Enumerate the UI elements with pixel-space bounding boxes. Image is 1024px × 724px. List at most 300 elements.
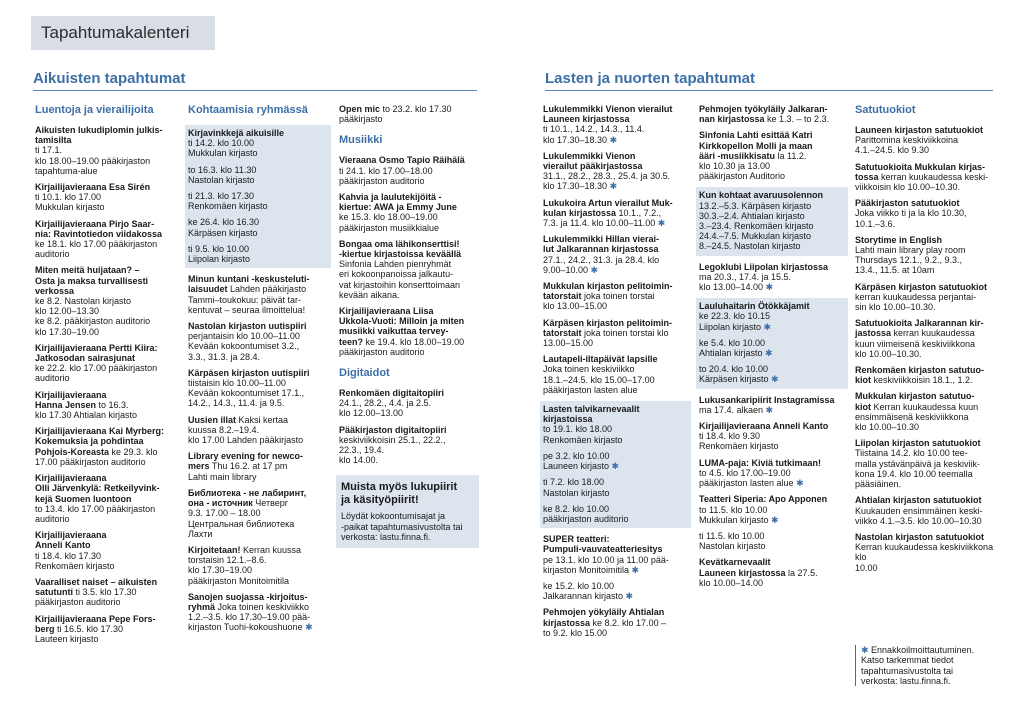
section-divider-kids <box>545 90 993 91</box>
event-line: eri kokoonpanoissa jalkautu- <box>339 269 454 280</box>
event-line: kuussa 8.2.–19.4. <box>188 424 260 435</box>
box-line: to 20.4. klo 10.00 <box>699 364 769 375</box>
column-kids-1 <box>543 104 688 644</box>
event-title-line: kiertue: AWA ja Emmy June <box>339 202 457 213</box>
registration-star-icon: ✱ <box>625 591 634 602</box>
event-title-line: Nastolan kirjaston satutuokiot <box>855 531 985 542</box>
event-line: Joka viikko ti ja la klo 10.30, <box>855 208 967 219</box>
event-line: 10.00 <box>855 562 878 573</box>
box-line: Liipolan kirjasto <box>188 254 251 265</box>
event-title-line: Teatteri Siperia: Apo Apponen <box>699 494 828 505</box>
event-item <box>35 265 177 336</box>
event-line: 13.00–15.00 <box>543 338 594 349</box>
event-line: klo 12.00–13.30 <box>35 306 100 317</box>
event-title-line: musiikki vaikuttaa tervey- <box>339 326 449 337</box>
event-title-line: Legoklubi Liipolan kirjastossa <box>699 261 829 272</box>
event-title-row <box>855 172 1001 182</box>
event-title-line: berg <box>35 623 55 634</box>
event-title-row <box>339 104 479 114</box>
event-line: 10.1.–3.6. <box>855 218 896 229</box>
event-title-tail: joka toinen torstai <box>581 291 655 302</box>
event-title-line: jastossa <box>855 328 892 339</box>
event-title-line: Olli Järvenkylä: Retkeilyvink- <box>35 483 160 494</box>
event-line: klo 17.00 Lahden pääkirjasto <box>188 435 304 446</box>
event-line: klo 14.00. <box>339 455 379 466</box>
event-title-tail: Kaksi kertaa <box>236 414 289 425</box>
event-line: viikkoisin klo 10.00–10.30. <box>855 182 961 193</box>
event-line: 31.1., 28.2., 28.3., 25.4. ja 30.5. <box>543 171 671 182</box>
event-item <box>543 354 688 395</box>
event-title-line: Kahvia ja laulutekijöitä - <box>339 192 442 203</box>
event-title-line: ryhmä <box>188 601 216 612</box>
event-line: klo 13.00–14.00 ✱ <box>699 282 774 293</box>
highlight-box <box>696 298 848 388</box>
event-line: 4.1.–24.5. klo 9.30 <box>855 145 930 156</box>
event-title-row <box>699 151 845 161</box>
event-title-line: Kirjailijavieraana <box>35 389 107 400</box>
event-title-line: Pehmojen työkyläily Jalkaran- <box>699 104 828 114</box>
event-line: 7.3. ja 11.4. klo 10.00–11.00 ✱ <box>543 218 666 229</box>
box-line: ke 22.3. klo 10.15 <box>699 311 771 322</box>
column-music-digital <box>339 104 479 548</box>
event-line: pääkirjaston auditorio <box>339 346 425 357</box>
event-title-line: Kirjailijavieraana Pertti Kiira: <box>35 342 158 353</box>
event-title-line: Kirjailijavieraana <box>35 530 107 541</box>
event-title-row <box>188 602 328 612</box>
event-line: 22.3., 19.4. <box>339 445 385 456</box>
registration-star-icon: ✱ <box>590 264 599 275</box>
event-line: Joka toinen keskiviikko <box>543 364 635 375</box>
event-item <box>188 488 328 539</box>
event-title-tail: Thu 16.2. at 17 pm <box>209 461 288 472</box>
event-line: Nastolan kirjasto <box>699 541 766 552</box>
event-title-tail: Четверг <box>252 498 289 509</box>
section-title-kids: Lasten ja nuorten tapahtumat <box>545 70 756 87</box>
event-item <box>35 426 177 467</box>
event-title-line: SUPER teatteri: <box>543 534 610 545</box>
event-item <box>35 182 177 213</box>
event-line: klo 18.00–19.00 pääkirjaston <box>35 155 151 166</box>
box-title-line: Kun kohtaat avaruusolennon <box>699 190 824 201</box>
reminder-title-line: Muista myös lukupiirit <box>341 481 458 494</box>
event-item <box>543 318 688 349</box>
event-title-row <box>188 415 328 425</box>
event-line: to 13.4. klo 17.00 pääkirjaston <box>35 503 156 514</box>
box-line: Liipolan kirjasto ✱ <box>699 321 772 332</box>
event-title-line: nan kirjastossa <box>699 114 765 125</box>
event-title-line: Kirjailijavieraana Pepe Fors- <box>35 613 156 624</box>
event-title-line: kulan kirjastossa <box>543 207 617 218</box>
event-title-line: Launeen kirjastossa <box>699 567 786 578</box>
footnote-line: tapahtumasivustolta tai <box>861 665 954 676</box>
event-item <box>543 281 688 312</box>
event-line: sin klo 10.00–10.30. <box>855 302 936 313</box>
event-title-line: teen? <box>339 336 364 347</box>
event-line: Jalkarannan kirjasto ✱ <box>543 591 634 602</box>
event-item <box>543 534 688 601</box>
event-line: 9.00–10.00 ✱ <box>543 264 599 275</box>
box-line: Launeen kirjasto ✱ <box>543 461 620 472</box>
event-item <box>855 495 1001 526</box>
event-title-line: Sanojen suojassa -kirjoitus- <box>188 591 308 602</box>
event-line: 9.3. 17.00 – 18.00 <box>188 508 261 519</box>
event-line: Renkomäen kirjasto <box>699 441 779 452</box>
event-title-tail: la 11.2. <box>775 150 807 161</box>
event-item <box>339 155 479 186</box>
event-item <box>35 577 177 608</box>
event-line: kentuvat – seuraa ilmoittelua! <box>188 304 306 315</box>
event-title-row <box>35 447 177 457</box>
registration-star-icon: ✱ <box>611 461 620 472</box>
registration-star-icon: ✱ <box>631 564 640 575</box>
box-line: 13.2.–5.3. Kärpäsen kirjasto <box>699 200 812 211</box>
event-line: klo 17.30–18.30 ✱ <box>543 181 618 192</box>
event-line: 14.2., 14.3., 11.4. ja 9.5. <box>188 398 285 409</box>
box-line: ke 5.4. klo 10.00 <box>699 337 766 348</box>
column-heading: Musiikki <box>339 134 383 147</box>
column-heading: Kohtaamisia ryhmässä <box>188 104 308 116</box>
event-item <box>699 262 845 293</box>
event-item <box>855 125 1001 156</box>
event-line: ensimmäisenä keskiviikkona <box>855 411 969 422</box>
event-line: klo 17.30–19.00 <box>35 326 100 337</box>
event-title-tail: ke 8.2. klo 17.00 – <box>590 617 667 628</box>
event-item <box>188 368 328 409</box>
registration-star-icon: ✱ <box>771 374 779 385</box>
column-groups <box>188 104 328 639</box>
event-line: klo 17.30–18.30 ✱ <box>543 134 618 145</box>
event-line: kuun viimeisenä keskiviikkona <box>855 338 976 349</box>
event-item <box>699 458 845 489</box>
event-item <box>543 151 688 192</box>
event-item <box>35 530 177 571</box>
registration-star-icon: ✱ <box>861 645 869 655</box>
event-title-line: Kärpäsen kirjaston pelitoimin- <box>543 317 673 328</box>
event-line: auditorio <box>35 373 70 384</box>
event-line: 3.3., 31.3. ja 28.4. <box>188 351 261 362</box>
event-item <box>188 415 328 446</box>
event-item <box>339 192 479 233</box>
box-line: Nastolan kirjasto <box>188 174 255 185</box>
event-item <box>35 125 177 176</box>
event-title-line: Renkomäen digitaitopiiri <box>339 388 445 399</box>
event-title-line: satutunti <box>35 587 73 598</box>
event-line: ke 15.3. klo 18.00–19.00 <box>339 212 438 223</box>
registration-star-icon: ✱ <box>609 181 618 192</box>
event-line: malla ystävänpäivä ja keskiviik- <box>855 458 981 469</box>
registration-star-icon: ✱ <box>765 348 773 359</box>
event-title-line: tamisilta <box>35 135 72 146</box>
event-title-tail: joka toinen torstai klo <box>581 327 669 338</box>
event-line: Kerran kuukaudessa keskiviikkona klo <box>855 542 994 563</box>
event-line: ma 17.4. alkaen ✱ <box>699 404 774 415</box>
event-line: ti 24.1. klo 17.00–18.00 <box>339 165 433 176</box>
event-title-line: Launeen kirjaston satutuokiot <box>855 125 984 135</box>
event-line: vat kirjastoihin konserttoimaan <box>339 279 461 290</box>
registration-star-icon: ✱ <box>771 514 779 525</box>
event-line: kirjaston Tuohi-kokoushuone ✱ <box>188 622 313 633</box>
box-line: to 19.1. klo 18.00 <box>543 424 613 435</box>
event-item <box>188 592 328 633</box>
registration-star-icon: ✱ <box>765 282 774 293</box>
box-title-line: kirjastoissa <box>543 414 593 425</box>
event-line: kevään aikana. <box>339 289 400 300</box>
event-line: ti 17.1. <box>35 145 63 156</box>
event-line: klo 10.00–10.30 <box>855 422 920 433</box>
event-item <box>855 532 1001 573</box>
box-line: ti 7.2. klo 18.00 <box>543 477 605 488</box>
event-title-line: Kirjailijavieraana Kai Myrberg: <box>35 426 165 437</box>
event-title-row <box>188 284 328 294</box>
event-title-row <box>188 498 328 508</box>
event-item <box>699 104 845 124</box>
event-line: pääkirjaston lasten alue <box>543 384 638 395</box>
event-title-line: Miten meitä huijataan? – <box>35 265 140 276</box>
event-line: pääkirjaston Auditorio <box>699 171 786 182</box>
footnote-line: verkosta: lastu.finna.fi. <box>861 675 951 686</box>
column-kids-2 <box>699 104 845 594</box>
event-line: ke 8.2. pääkirjaston auditorio <box>35 316 151 327</box>
event-title-line: Minun kuntani -keskusteluti- <box>188 274 310 285</box>
event-line: Kevään kokoontumiset 17.1., <box>188 388 305 399</box>
event-title-line: nia: Ravintotiedon viidakossa <box>35 228 163 239</box>
event-item <box>543 104 688 145</box>
event-title-line: Uusien illat <box>188 414 237 425</box>
event-item <box>339 104 479 124</box>
event-item <box>35 473 177 524</box>
event-line: pääkirjaston lasten alue ✱ <box>699 478 804 489</box>
event-title-line: Pumpuli-vauvateatteriesitys <box>543 544 663 555</box>
event-title-line: Library evening for newco- <box>188 451 304 462</box>
event-title-line: Kirjailijavieraana Liisa <box>339 306 434 317</box>
event-title-line: Jatkosodan sairasjunat <box>35 353 136 364</box>
event-item <box>339 239 479 300</box>
event-item <box>35 390 177 421</box>
event-item <box>543 234 688 275</box>
event-line: keskiviikkoisin 25.1., 22.2., <box>339 434 446 445</box>
event-line: Центральная библиотека <box>188 518 295 529</box>
event-item <box>543 198 688 229</box>
column-heading: Satutuokiot <box>855 104 916 116</box>
box-title-line: Lauluhaitarin Ötökkäjamit <box>699 301 810 312</box>
event-item <box>699 395 845 415</box>
event-item <box>339 306 479 357</box>
event-line: auditorio <box>35 513 70 524</box>
event-title-line: она - источник <box>188 498 253 509</box>
event-title-line: Kirjailijavieraana <box>35 473 107 484</box>
event-title-line: Kirjailijavieraana Esa Sirén <box>35 182 151 193</box>
event-line: ke 8.2. Nastolan kirjasto <box>35 296 132 307</box>
event-line: ti 10.1. klo 17.00 <box>35 192 102 203</box>
column-story-hours <box>855 104 1001 579</box>
section-divider-adults <box>33 90 477 91</box>
event-title-line: Pääkirjaston satutuokiot <box>855 198 960 209</box>
event-line: ti 10.1., 14.2., 14.3., 11.4. <box>543 124 645 135</box>
event-title-row <box>188 461 328 471</box>
event-title-row <box>35 624 177 634</box>
registration-star-icon: ✱ <box>765 404 774 415</box>
event-line: to 11.5. klo 10.00 <box>699 504 768 515</box>
event-line: perjantaisin klo 10.00–11.00 <box>188 331 300 342</box>
event-title-line: Lukulemmikki Vienon <box>543 150 636 161</box>
page-title-box <box>31 16 215 50</box>
event-title-line: Pehmojen yökyläily Ahtialan <box>543 607 665 618</box>
event-title-line: Vaaralliset naiset – aikuisten <box>35 576 158 587</box>
event-title-line: Kärpäsen kirjaston uutispiiri <box>188 367 310 378</box>
event-title-row <box>35 587 177 597</box>
event-title-line: Pääkirjaston digitaitopiiri <box>339 424 447 435</box>
reminder-title-line: ja käsityöpiirit! <box>341 494 419 507</box>
event-title-line: kiot <box>855 375 872 386</box>
event-line: pääkirjaston Monitoimitila <box>188 575 290 586</box>
event-title-line: Storytime in English <box>855 234 943 245</box>
event-title-line: -kiertue kirjastoissa keväällä <box>339 249 462 260</box>
box-line: ti 21.3. klo 17.30 <box>188 191 255 202</box>
box-line: Ahtialan kirjasto ✱ <box>699 348 773 359</box>
event-title-row <box>543 208 688 218</box>
event-title-line: Renkomäen kirjaston satutuo- <box>855 365 985 376</box>
event-title-line: tatorstait <box>543 291 582 302</box>
event-title-line: Lukulemmikki Vienon vierailut <box>543 104 673 114</box>
event-line: 1.2.–3.5. klo 17.30–19.00 pää- <box>188 612 311 623</box>
event-item <box>35 614 177 645</box>
box-line: pääkirjaston auditorio <box>543 513 629 524</box>
event-item <box>855 282 1001 313</box>
box-line: ke 8.2. klo 10.00 <box>543 503 610 514</box>
registration-star-icon: ✱ <box>796 478 804 489</box>
event-item <box>188 451 328 482</box>
event-title-row <box>543 328 688 338</box>
event-title-line: Satutuokioita Jalkarannan kir- <box>855 318 984 329</box>
box-line: 3.–23.4. Renkomäen kirjasto <box>699 221 814 232</box>
box-line: ti 14.2. klo 10.00 <box>188 138 255 149</box>
event-title-line: Hanna Jensen <box>35 399 97 410</box>
event-title-line: Kärpäsen kirjaston satutuokiot <box>855 281 988 292</box>
event-title-line: Kirjoitetaan! <box>188 544 241 555</box>
box-line: Nastolan kirjasto <box>543 487 610 498</box>
event-title-line: Osta ja maksa turvallisesti <box>35 275 149 286</box>
event-line: Лахти <box>188 528 213 539</box>
box-line: 30.3.–2.4. Ahtialan kirjasto <box>699 210 805 221</box>
event-item <box>855 235 1001 276</box>
event-line: Kevään kokoontumiset 3.2., <box>188 341 300 352</box>
event-line: Parittomina keskiviikkoina <box>855 135 959 146</box>
event-line: ke 15.2. klo 10.00 <box>543 580 615 591</box>
event-title-line: Библиотека - не лабиринт, <box>188 487 307 498</box>
footnote-line: ✱ Ennakkoilmoittautuminen. <box>861 645 975 655</box>
reminder-line: -paikat tapahtumasivustolta tai <box>341 521 463 532</box>
event-title-line: tossa <box>855 171 879 182</box>
event-title-line: Lukulemmikki Hillan vierai- <box>543 234 660 245</box>
event-title-line: Mukkulan kirjaston satutuo- <box>855 391 975 402</box>
event-line: Lahti main library <box>188 471 257 482</box>
event-title-line: Sinfonia Lahti esittää Katri <box>699 130 813 141</box>
box-title-line: Lasten talvikarnevaalit <box>543 404 640 415</box>
event-line: kirjaston Monitoimitila ✱ <box>543 564 640 575</box>
event-line: ke 18.1. klo 17.00 pääkirjaston <box>35 239 158 250</box>
event-title-line: kiot <box>855 401 872 412</box>
highlight-box <box>540 401 691 528</box>
event-title-row <box>188 545 328 555</box>
event-line: ti 18.4. klo 9.30 <box>699 431 761 442</box>
event-title-line: tatorstait <box>543 327 582 338</box>
event-line: viikko 4.1.–3.5. klo 10.00–10.30 <box>855 515 982 526</box>
event-title-tail: ke 29.3. klo <box>109 446 158 457</box>
event-title-line: Lukukoira Artun vierailut Muk- <box>543 197 673 208</box>
event-item <box>339 425 479 466</box>
event-title-line: Kirjailijavieraana Anneli Kanto <box>699 421 829 432</box>
box-title-line: Kirjavinkkejä aikuisille <box>188 128 285 138</box>
event-item <box>188 545 328 586</box>
highlight-box <box>185 125 331 268</box>
event-title-line: Nastolan kirjaston uutispiiri <box>188 321 307 332</box>
event-line: tapahtuma-alue <box>35 165 98 176</box>
event-line: Thursdays 12.1., 9.2., 9.3., <box>855 255 963 266</box>
event-line: pääsiäinen. <box>855 479 902 490</box>
page-title: Tapahtumakalenteri <box>41 23 190 42</box>
event-title-tail: keskiviikkoisin 18.1., 1.2. <box>871 375 973 386</box>
event-item <box>699 557 845 588</box>
event-line: pääkirjaston auditorio <box>339 175 425 186</box>
event-line: Sinfonia Lahden pienryhmät <box>339 259 452 270</box>
event-title-tail: la 27.5. <box>785 567 818 578</box>
event-line: pääkirjasto <box>339 114 383 125</box>
event-title-line: Ahtialan kirjaston satutuokiot <box>855 495 982 506</box>
event-item <box>855 198 1001 229</box>
event-title-line: Anneli Kanto <box>35 540 91 551</box>
event-line: 24.1., 28.2., 4.4. ja 2.5. <box>339 398 432 409</box>
event-line: ke 22.2. klo 17.00 pääkirjaston <box>35 363 158 374</box>
box-line: Mukkulan kirjasto <box>188 148 258 159</box>
event-item <box>188 321 328 362</box>
event-line: Tiistaina 14.2. klo 10.00 tee- <box>855 448 968 459</box>
event-line: 17.00 pääkirjaston auditorio <box>35 456 146 467</box>
event-title-tail: Joka toinen keskiviikko <box>215 601 310 612</box>
event-title-line: Satutuokioita Mukkulan kirjas- <box>855 161 986 172</box>
event-title-tail: kerran kuukaudessa keski- <box>878 171 989 182</box>
box-line: Kärpäsen kirjasto ✱ <box>699 374 779 385</box>
event-line: auditorio <box>35 249 70 260</box>
event-title-line: Kevätkarnevaalit <box>699 557 771 568</box>
event-item <box>339 388 479 419</box>
event-line: Mukkulan kirjasto ✱ <box>699 514 779 525</box>
event-title-tail: to 16.3. <box>96 399 129 410</box>
event-title-line: verkossa <box>35 285 75 296</box>
event-title-tail: ke 19.4. klo 18.00–19.00 <box>363 336 465 347</box>
event-line: 18.1.–24.5. klo 15.00–17.00 <box>543 374 655 385</box>
event-title-line: Aikuisten lukudiplomin julkis- <box>35 125 163 135</box>
event-title-tail: Lahden pääkirjasto <box>227 284 307 295</box>
event-title-line: Liipolan kirjaston satutuokiot <box>855 438 981 449</box>
event-title-line: Kokemuksia ja pohdintaa <box>35 436 144 447</box>
box-line: to 16.3. klo 11.30 <box>188 164 257 175</box>
box-line: Kärpäsen kirjasto <box>188 227 258 238</box>
event-item <box>855 391 1001 432</box>
box-line: 8.–24.5. Nastolan kirjasto <box>699 241 801 252</box>
event-line: Lauteen kirjasto <box>35 633 99 644</box>
event-line: pe 13.1. klo 10.00 ja 11.00 pää- <box>543 554 669 565</box>
event-title-line: Open mic <box>339 104 381 114</box>
event-title-row <box>699 114 845 124</box>
event-title-row <box>339 337 479 347</box>
event-line: klo 13.00–15.00 <box>543 301 608 312</box>
event-title-row <box>543 618 688 628</box>
registration-star-icon: ✱ <box>305 622 313 633</box>
event-line: to 4.5. klo 17.00–19.00 <box>699 467 791 478</box>
box-line: Renkomäen kirjasto <box>543 434 623 445</box>
event-title-line: mers <box>188 461 210 472</box>
event-item <box>699 130 845 181</box>
